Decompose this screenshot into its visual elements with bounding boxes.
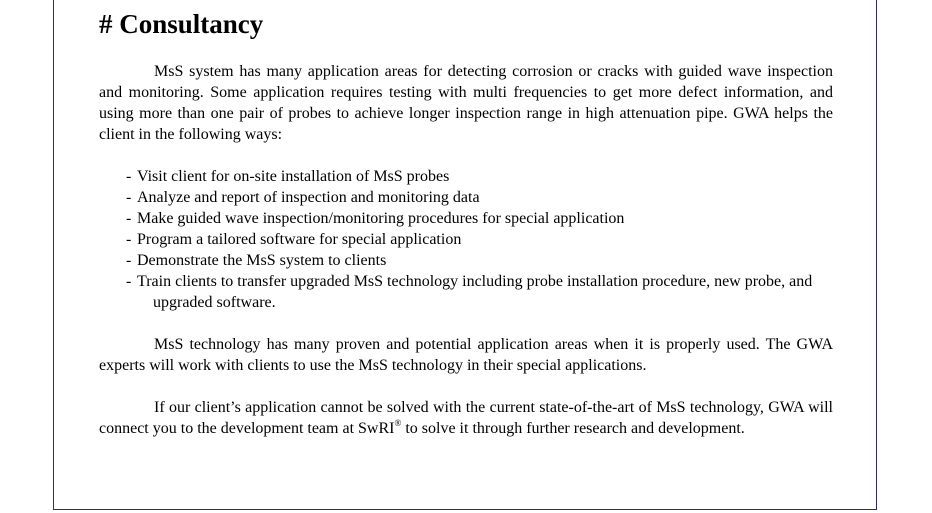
list-item: - Demonstrate the MsS system to clients xyxy=(126,252,387,269)
bullet-marker: - xyxy=(126,273,132,290)
page-title: # Consultancy xyxy=(99,9,264,39)
bullet-marker: - xyxy=(126,252,132,269)
list-item: - Visit client for on-site installation of MsS probes xyxy=(126,168,450,185)
list-item: - Analyze and report of inspection and monitoring data xyxy=(126,189,480,206)
bullet-marker: - xyxy=(126,210,132,227)
document-body xyxy=(99,6,833,439)
intro-paragraph: MsS system has many application areas for detecting corrosion or cracks with guided wave inspection and monitoring. Some application requires testing with multi frequencies to get more defect information, and using more than one pair of probes to achieve longer inspection range in high attenuation pipe. GWA helps the client in the following ways: xyxy=(99,63,833,143)
list-item: - Train clients to transfer upgraded MsS technology including probe installation procedure, new probe, and upgraded software. xyxy=(126,273,813,311)
services-list xyxy=(99,166,833,313)
registered-mark: ® xyxy=(394,418,402,428)
technology-paragraph: MsS technology has many proven and potential application areas when it is properly used. The GWA experts will work with clients to use the MsS technology in their special applications. xyxy=(99,336,833,374)
list-item: - Program a tailored software for special application xyxy=(126,231,462,248)
bullet-marker: - xyxy=(126,168,132,185)
development-paragraph: If our client’s application cannot be solved with the current state-of-the-art of MsS technology, GWA will connect you to the development team at SwRI® to solve it through further research and development. xyxy=(99,399,833,437)
bullet-marker: - xyxy=(126,231,132,248)
bullet-marker: - xyxy=(126,189,132,206)
list-item: - Make guided wave inspection/monitoring procedures for special application xyxy=(126,210,625,227)
